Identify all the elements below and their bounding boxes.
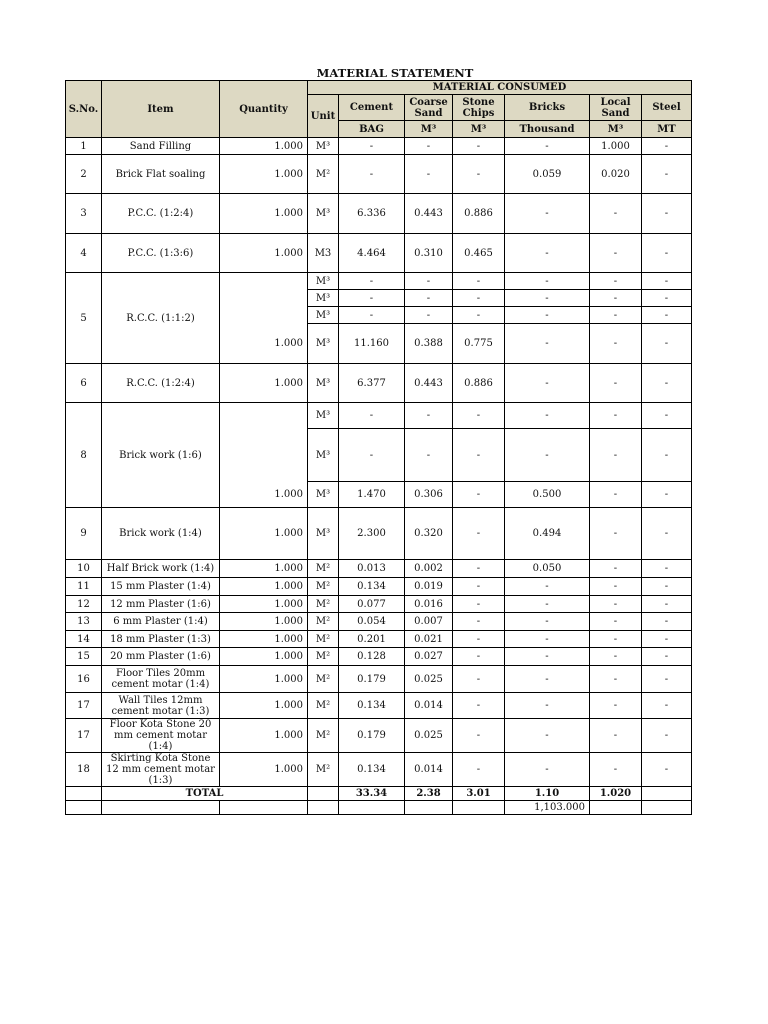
unit-cell: M² <box>308 719 339 753</box>
footer-blank <box>642 801 692 815</box>
table-row <box>66 596 692 613</box>
bricks-cell: - <box>505 307 590 324</box>
sno-cell: 4 <box>66 234 102 273</box>
coarse-cell: - <box>405 155 453 194</box>
local-cell: 1.000 <box>590 138 642 155</box>
quantity-cell <box>220 273 308 290</box>
coarse-cell: 0.021 <box>405 631 453 648</box>
sno-cell: 17 <box>66 719 102 753</box>
item-cell: Floor Tiles 20mm cement motar (1:4) <box>102 666 220 693</box>
quantity-cell: 1.000 <box>220 613 308 631</box>
coarse-cell: - <box>405 429 453 482</box>
table-row <box>66 560 692 578</box>
table-row <box>66 666 692 693</box>
bricks-cell: - <box>505 596 590 613</box>
total-steel <box>642 787 692 801</box>
cement-cell: 6.336 <box>339 194 405 234</box>
coarse-cell: 0.025 <box>405 666 453 693</box>
cement-cell: 6.377 <box>339 364 405 403</box>
item-cell: R.C.C. (1:1:2) <box>102 273 220 364</box>
unit-cell: M² <box>308 560 339 578</box>
quantity-cell: 1.000 <box>220 482 308 508</box>
steel-cell: - <box>642 138 692 155</box>
bricks-cell: - <box>505 290 590 307</box>
unit-steel: MT <box>642 121 692 138</box>
unit-cell: M² <box>308 648 339 666</box>
local-cell: - <box>590 403 642 429</box>
cement-cell: 0.054 <box>339 613 405 631</box>
coarse-cell: 0.443 <box>405 194 453 234</box>
cement-cell: 0.013 <box>339 560 405 578</box>
total-cement: 33.34 <box>339 787 405 801</box>
local-cell: - <box>590 290 642 307</box>
sno-cell: 14 <box>66 631 102 648</box>
total-bricks: 1.10 <box>505 787 590 801</box>
coarse-cell: - <box>405 290 453 307</box>
header-bricks: Bricks <box>505 95 590 121</box>
total-coarse: 2.38 <box>405 787 453 801</box>
document-title: MATERIAL STATEMENT <box>316 66 474 80</box>
table-row <box>66 273 692 290</box>
unit-cell: M3 <box>308 234 339 273</box>
quantity-cell: 1.000 <box>220 364 308 403</box>
unit-cell: M² <box>308 578 339 596</box>
total-row <box>66 787 692 801</box>
cement-cell: 1.470 <box>339 482 405 508</box>
cement-cell: 0.128 <box>339 648 405 666</box>
footer-blank <box>220 801 308 815</box>
cement-cell: 11.160 <box>339 324 405 364</box>
steel-cell: - <box>642 324 692 364</box>
item-cell: Brick Flat soaling <box>102 155 220 194</box>
coarse-cell: 0.014 <box>405 753 453 787</box>
sno-cell: 8 <box>66 403 102 508</box>
cement-cell: 0.134 <box>339 753 405 787</box>
table-row <box>66 693 692 719</box>
steel-cell: - <box>642 194 692 234</box>
sno-cell: 6 <box>66 364 102 403</box>
sno-cell: 17 <box>66 693 102 719</box>
cement-cell: - <box>339 307 405 324</box>
stone-cell: - <box>453 403 505 429</box>
header-coarse-sand: Coarse Sand <box>405 95 453 121</box>
table-row <box>66 194 692 234</box>
steel-cell: - <box>642 155 692 194</box>
quantity-cell <box>220 429 308 482</box>
stone-cell: 0.465 <box>453 234 505 273</box>
stone-cell: 0.886 <box>453 194 505 234</box>
total-unit-blank <box>308 787 339 801</box>
table-row <box>66 631 692 648</box>
table-row <box>66 155 692 194</box>
bricks-cell: - <box>505 648 590 666</box>
item-cell: P.C.C. (1:3:6) <box>102 234 220 273</box>
sno-cell: 3 <box>66 194 102 234</box>
bricks-cell: - <box>505 403 590 429</box>
item-cell: 6 mm Plaster (1:4) <box>102 613 220 631</box>
footer-blank <box>308 801 339 815</box>
coarse-cell: - <box>405 273 453 290</box>
footer-blank <box>453 801 505 815</box>
cement-cell: 0.134 <box>339 578 405 596</box>
footer-row <box>66 801 692 815</box>
item-cell: 12 mm Plaster (1:6) <box>102 596 220 613</box>
bricks-cell: - <box>505 138 590 155</box>
stone-cell: - <box>453 273 505 290</box>
steel-cell: - <box>642 596 692 613</box>
steel-cell: - <box>642 578 692 596</box>
unit-cell: M³ <box>308 508 339 560</box>
local-cell: - <box>590 482 642 508</box>
coarse-cell: 0.002 <box>405 560 453 578</box>
quantity-cell: 1.000 <box>220 234 308 273</box>
steel-cell: - <box>642 307 692 324</box>
item-cell: Floor Kota Stone 20 mm cement motar (1:4) <box>102 719 220 753</box>
unit-coarse-sand: M³ <box>405 121 453 138</box>
unit-cement: BAG <box>339 121 405 138</box>
steel-cell: - <box>642 648 692 666</box>
coarse-cell: 0.443 <box>405 364 453 403</box>
steel-cell: - <box>642 631 692 648</box>
item-cell: Half Brick work (1:4) <box>102 560 220 578</box>
local-cell: - <box>590 273 642 290</box>
bricks-cell: - <box>505 324 590 364</box>
stone-cell: - <box>453 753 505 787</box>
coarse-cell: 0.027 <box>405 648 453 666</box>
bricks-cell: 0.494 <box>505 508 590 560</box>
unit-local-sand: M³ <box>590 121 642 138</box>
unit-stone-chips: M³ <box>453 121 505 138</box>
footer-bricks-total: 1,103.000 <box>505 801 590 815</box>
bricks-cell: - <box>505 194 590 234</box>
sno-cell: 5 <box>66 273 102 364</box>
unit-bricks: Thousand <box>505 121 590 138</box>
header-item: Item <box>102 81 220 138</box>
sno-cell: 13 <box>66 613 102 631</box>
total-label: TOTAL <box>102 787 308 801</box>
quantity-cell: 1.000 <box>220 324 308 364</box>
stone-cell: - <box>453 429 505 482</box>
stone-cell: - <box>453 596 505 613</box>
bricks-cell: 0.050 <box>505 560 590 578</box>
steel-cell: - <box>642 560 692 578</box>
stone-cell: - <box>453 631 505 648</box>
steel-cell: - <box>642 403 692 429</box>
stone-cell: - <box>453 648 505 666</box>
item-cell: P.C.C. (1:2:4) <box>102 194 220 234</box>
bricks-cell: - <box>505 631 590 648</box>
coarse-cell: 0.007 <box>405 613 453 631</box>
local-cell: - <box>590 508 642 560</box>
footer-blank <box>66 801 102 815</box>
local-cell: - <box>590 596 642 613</box>
stone-cell: 0.775 <box>453 324 505 364</box>
bricks-cell: - <box>505 753 590 787</box>
quantity-cell: 1.000 <box>220 578 308 596</box>
stone-cell: - <box>453 155 505 194</box>
quantity-cell <box>220 290 308 307</box>
unit-cell: M³ <box>308 482 339 508</box>
local-cell: - <box>590 560 642 578</box>
unit-cell: M³ <box>308 290 339 307</box>
unit-cell: M² <box>308 693 339 719</box>
unit-cell: M² <box>308 613 339 631</box>
quantity-cell: 1.000 <box>220 648 308 666</box>
unit-cell: M³ <box>308 324 339 364</box>
quantity-cell: 1.000 <box>220 560 308 578</box>
unit-cell: M³ <box>308 307 339 324</box>
quantity-cell: 1.000 <box>220 508 308 560</box>
sno-cell: 15 <box>66 648 102 666</box>
coarse-cell: 0.014 <box>405 693 453 719</box>
steel-cell: - <box>642 429 692 482</box>
local-cell: - <box>590 666 642 693</box>
local-cell: - <box>590 307 642 324</box>
item-cell: Wall Tiles 12mm cement motar (1:3) <box>102 693 220 719</box>
local-cell: - <box>590 429 642 482</box>
table-row <box>66 613 692 631</box>
sno-cell: 11 <box>66 578 102 596</box>
bricks-cell: - <box>505 613 590 631</box>
sno-cell: 9 <box>66 508 102 560</box>
unit-cell: M³ <box>308 273 339 290</box>
table-row <box>66 234 692 273</box>
cement-cell: - <box>339 155 405 194</box>
cement-cell: 0.201 <box>339 631 405 648</box>
local-cell: - <box>590 364 642 403</box>
item-cell: R.C.C. (1:2:4) <box>102 364 220 403</box>
local-cell: 0.020 <box>590 155 642 194</box>
stone-cell: - <box>453 613 505 631</box>
total-local: 1.020 <box>590 787 642 801</box>
cement-cell: 2.300 <box>339 508 405 560</box>
unit-cell: M³ <box>308 403 339 429</box>
cement-cell: 4.464 <box>339 234 405 273</box>
quantity-cell <box>220 307 308 324</box>
quantity-cell: 1.000 <box>220 666 308 693</box>
steel-cell: - <box>642 508 692 560</box>
footer-blank <box>405 801 453 815</box>
stone-cell: - <box>453 693 505 719</box>
quantity-cell: 1.000 <box>220 194 308 234</box>
bricks-cell: 0.500 <box>505 482 590 508</box>
cement-cell: - <box>339 273 405 290</box>
steel-cell: - <box>642 364 692 403</box>
cement-cell: 0.134 <box>339 693 405 719</box>
quantity-cell: 1.000 <box>220 719 308 753</box>
total-blank <box>66 787 102 801</box>
cement-cell: - <box>339 429 405 482</box>
item-cell: Skirting Kota Stone 12 mm cement motar (1:3) <box>102 753 220 787</box>
bricks-cell: - <box>505 578 590 596</box>
stone-cell: - <box>453 666 505 693</box>
quantity-cell <box>220 403 308 429</box>
quantity-cell: 1.000 <box>220 693 308 719</box>
stone-cell: - <box>453 138 505 155</box>
footer-blank <box>590 801 642 815</box>
sno-cell: 18 <box>66 753 102 787</box>
unit-cell: M³ <box>308 429 339 482</box>
steel-cell: - <box>642 613 692 631</box>
footer-blank <box>339 801 405 815</box>
table-row <box>66 364 692 403</box>
local-cell: - <box>590 753 642 787</box>
bricks-cell: - <box>505 719 590 753</box>
coarse-cell: 0.019 <box>405 578 453 596</box>
header-stone-chips: Stone Chips <box>453 95 505 121</box>
local-cell: - <box>590 648 642 666</box>
stone-cell: - <box>453 508 505 560</box>
bricks-cell: - <box>505 693 590 719</box>
header-material-consumed: MATERIAL CONSUMED <box>308 81 692 95</box>
coarse-cell: 0.388 <box>405 324 453 364</box>
steel-cell: - <box>642 482 692 508</box>
item-cell: 18 mm Plaster (1:3) <box>102 631 220 648</box>
stone-cell: 0.886 <box>453 364 505 403</box>
cement-cell: - <box>339 403 405 429</box>
steel-cell: - <box>642 273 692 290</box>
quantity-cell: 1.000 <box>220 155 308 194</box>
steel-cell: - <box>642 753 692 787</box>
coarse-cell: 0.310 <box>405 234 453 273</box>
local-cell: - <box>590 234 642 273</box>
header-local-sand: Local Sand <box>590 95 642 121</box>
table-row <box>66 648 692 666</box>
header-steel: Steel <box>642 95 692 121</box>
unit-cell: M² <box>308 155 339 194</box>
stone-cell: - <box>453 719 505 753</box>
sno-cell: 2 <box>66 155 102 194</box>
coarse-cell: - <box>405 307 453 324</box>
header-cement: Cement <box>339 95 405 121</box>
coarse-cell: 0.306 <box>405 482 453 508</box>
table-row <box>66 753 692 787</box>
sno-cell: 16 <box>66 666 102 693</box>
stone-cell: - <box>453 290 505 307</box>
local-cell: - <box>590 693 642 719</box>
local-cell: - <box>590 578 642 596</box>
item-cell: Brick work (1:4) <box>102 508 220 560</box>
table-row <box>66 508 692 560</box>
coarse-cell: - <box>405 403 453 429</box>
bricks-cell: - <box>505 666 590 693</box>
sno-cell: 1 <box>66 138 102 155</box>
table-row <box>66 138 692 155</box>
table-row <box>66 578 692 596</box>
bricks-cell: - <box>505 273 590 290</box>
steel-cell: - <box>642 719 692 753</box>
header-sno: S.No. <box>66 81 102 138</box>
steel-cell: - <box>642 666 692 693</box>
header-quantity: Quantity <box>220 81 308 138</box>
bricks-cell: - <box>505 234 590 273</box>
cement-cell: - <box>339 138 405 155</box>
local-cell: - <box>590 613 642 631</box>
bricks-cell: 0.059 <box>505 155 590 194</box>
stone-cell: - <box>453 307 505 324</box>
coarse-cell: 0.320 <box>405 508 453 560</box>
local-cell: - <box>590 719 642 753</box>
item-cell: Brick work (1:6) <box>102 403 220 508</box>
bricks-cell: - <box>505 364 590 403</box>
unit-cell: M² <box>308 596 339 613</box>
steel-cell: - <box>642 290 692 307</box>
stone-cell: - <box>453 560 505 578</box>
coarse-cell: 0.025 <box>405 719 453 753</box>
quantity-cell: 1.000 <box>220 631 308 648</box>
header-unit: Unit <box>308 95 339 138</box>
sno-cell: 12 <box>66 596 102 613</box>
table-row <box>66 403 692 429</box>
table-row <box>66 719 692 753</box>
coarse-cell: 0.016 <box>405 596 453 613</box>
item-cell: 15 mm Plaster (1:4) <box>102 578 220 596</box>
item-cell: 20 mm Plaster (1:6) <box>102 648 220 666</box>
unit-cell: M² <box>308 666 339 693</box>
unit-cell: M³ <box>308 194 339 234</box>
item-cell: Sand Filling <box>102 138 220 155</box>
stone-cell: - <box>453 578 505 596</box>
quantity-cell: 1.000 <box>220 753 308 787</box>
local-cell: - <box>590 324 642 364</box>
unit-cell: M² <box>308 753 339 787</box>
stone-cell: - <box>453 482 505 508</box>
cement-cell: - <box>339 290 405 307</box>
cement-cell: 0.179 <box>339 666 405 693</box>
bricks-cell: - <box>505 429 590 482</box>
unit-cell: M² <box>308 631 339 648</box>
sno-cell: 10 <box>66 560 102 578</box>
unit-cell: M³ <box>308 138 339 155</box>
total-stone: 3.01 <box>453 787 505 801</box>
coarse-cell: - <box>405 138 453 155</box>
quantity-cell: 1.000 <box>220 138 308 155</box>
steel-cell: - <box>642 234 692 273</box>
cement-cell: 0.077 <box>339 596 405 613</box>
footer-blank <box>102 801 220 815</box>
local-cell: - <box>590 631 642 648</box>
steel-cell: - <box>642 693 692 719</box>
material-statement-table <box>65 80 692 815</box>
quantity-cell: 1.000 <box>220 596 308 613</box>
cement-cell: 0.179 <box>339 719 405 753</box>
local-cell: - <box>590 194 642 234</box>
unit-cell: M³ <box>308 364 339 403</box>
